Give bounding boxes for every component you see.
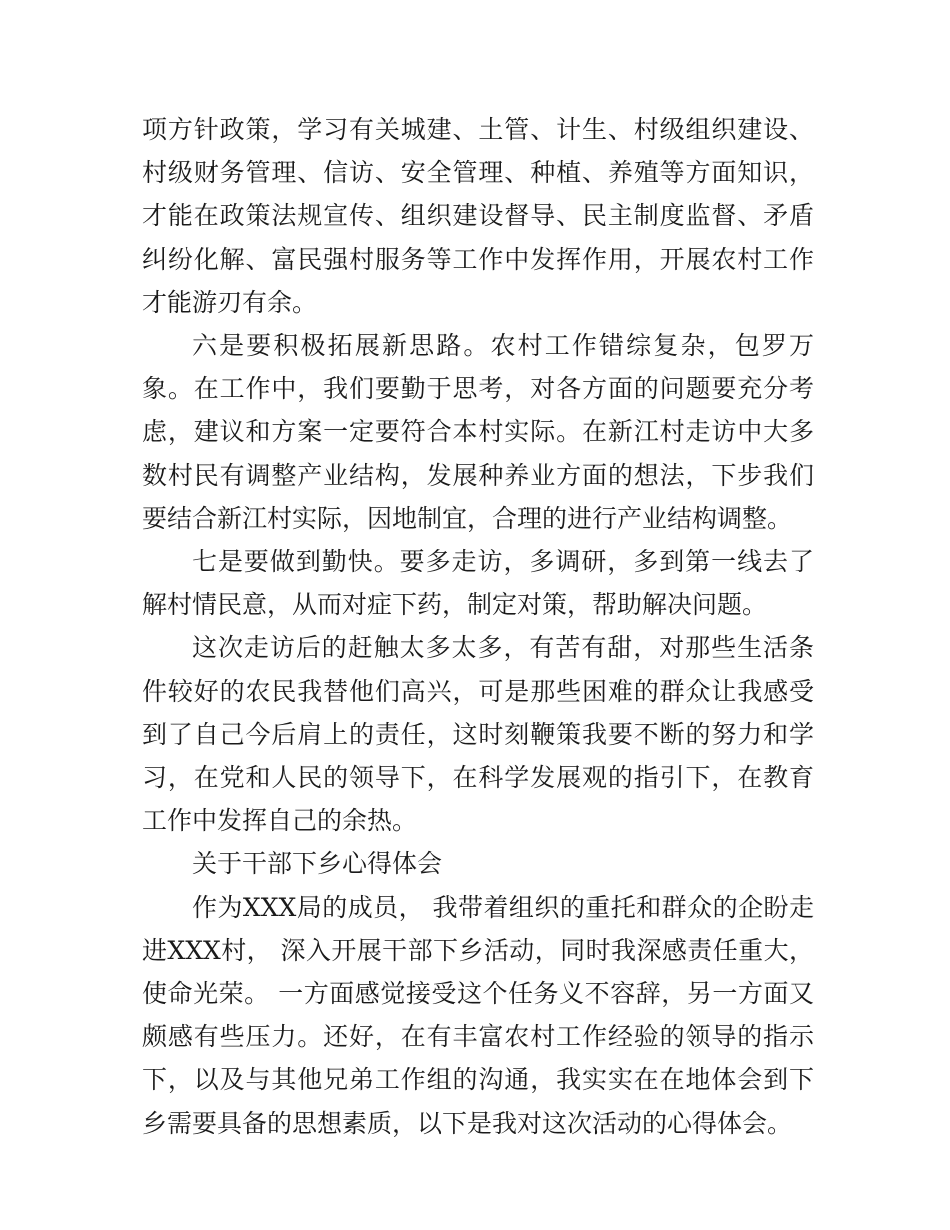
paragraph-point-six: 六是要积极拓展新思路。农村工作错综复杂，包罗万象。在工作中，我们要勤于思考，对各方面的问题要充分考虑，建议和方案一定要符合本村实际。在新江村走访中大多数村民有调整产业结构，发展种养业方面的想法，下步我们要结合新江村实际，因地制宜，合理的进行产业结构调整。 — [142, 331, 814, 533]
paragraph-point-seven: 七是要做到勤快。要多走访，多调研，多到第一线去了解村情民意，从而对症下药，制定对策，帮助解决问题。 — [142, 547, 814, 620]
paragraph-reflection: 这次走访后的赶触太多太多，有苦有甜，对那些生活条件较好的农民我替他们高兴，可是那些困难的群众让我感受到了自己今后肩上的责任，这时刻鞭策我要不断的努力和学习，在党和人民的领导下，在科学发展观的指引下，在教育工作中发挥自己的余热。 — [142, 633, 814, 836]
section-title: 关于干部下乡心得体会 — [192, 849, 443, 879]
document-body — [142, 108, 814, 1145]
paragraph-intro: 作为XXX局的成员， 我带着组织的重托和群众的企盼走进XXX村， 深入开展干部下乡活动，同时我深感责任重大，使命光荣。 一方面感觉接受这个任务义不容辞，另一方面又颇感有些压力。还好，在有丰富农村工作经验的领导的指示下，以及与其他兄弟工作组的沟通，我实实在在地体会到下乡需要具备的思想素质，以下是我对这次活动的心得体会。 — [142, 892, 814, 1138]
paragraph-continuation: 项方针政策，学习有关城建、土管、计生、村级组织建设、村级财务管理、信访、安全管理、种植、养殖等方面知识，才能在政策法规宣传、组织建设督导、民主制度监督、矛盾纠纷化解、富民强村服务等工作中发挥作用，开展农村工作才能游刃有余。 — [142, 115, 814, 317]
